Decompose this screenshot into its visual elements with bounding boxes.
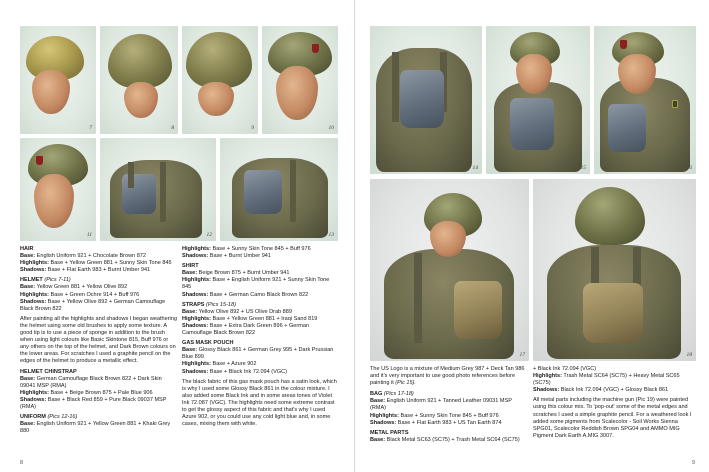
section-heading-uniform: UNIFORM (Pics 12-16): [20, 414, 78, 421]
recipe-highlights: Highlights: Base + Sunny Skin Tone 845 + Buff 976: [182, 246, 311, 252]
photo-15: [486, 26, 590, 174]
section-heading-shirt: SHIRT: [182, 263, 199, 270]
recipe-highlights: Highlights: Base + Yellow Green 881 + Sunny Skin Tone 845: [20, 260, 172, 267]
text-column-1: [20, 246, 178, 435]
recipe-shadows: Shadows: Base + Flat Earth 983 + US Tan Earth 874: [370, 419, 502, 426]
photo-17: [370, 179, 529, 361]
photo-7: [20, 26, 96, 134]
us-logo-paragraph: The US Logo is a mixture of Medium Grey 987 + Deck Tan 986 and it's very important to use good photo references before painting it (Pic 15).: [370, 366, 525, 387]
photo-18: [533, 179, 696, 361]
photo-10: [262, 26, 338, 134]
recipe-highlights: Highlights: Base + Green Ochre 914 + Buff 976: [20, 291, 140, 298]
photo-number: 13: [328, 232, 334, 238]
metal-base-continued: + Black Ink 72.094 (VGC): [533, 366, 597, 372]
section-heading-metal-parts: METAL PARTS: [370, 429, 409, 436]
metal-parts-paragraph: All metal parts including the machine gun (Pic 19) were painted using this colour mix. To 'pop-out' some of the metal edges and scratches I used a simple graphite pencil. For a weathered look I added some pigments from Scalecolor - Soil Works Sienna SPG01, Scalecolor Reddish Brown SPG04 and AMMO MIG Pigment Dark Earth A.MIG 3007.: [533, 397, 692, 439]
recipe-highlights: Highlights: Trash Metal SC64 (SC75) + Heavy Metal SC65 (SC75): [533, 373, 680, 387]
right-page: [355, 0, 709, 472]
text-column-4: [533, 366, 696, 440]
photo-11: [20, 138, 96, 241]
recipe-base: Base: Yellow Green 881 + Yellow Olive 892: [20, 284, 128, 291]
photo-number: 14: [472, 165, 478, 171]
photo-16: [594, 26, 696, 174]
photo-number: 8: [171, 125, 174, 131]
recipe-highlights: Highlights: Base + Azure 902: [182, 361, 257, 368]
page-number-right: 9: [691, 460, 695, 466]
recipe-shadows: Shadows: Base + Yellow Olive 892 + German Camouflage Black Brown 822: [20, 298, 166, 312]
recipe-base: Base: English Uniform 921 + Chocolate Brown 872: [20, 253, 146, 260]
photo-number: 15: [580, 165, 586, 171]
photo-number: 12: [206, 232, 212, 238]
section-heading-bag: BAG (Pics 17-18): [370, 391, 414, 398]
photo-12: [100, 138, 216, 241]
recipe-base: Base: Glossy Black 861 + German Grey 995 + Dark Prussian Blue 899: [182, 347, 334, 361]
photo-number: 11: [86, 232, 92, 238]
photo-14: [370, 26, 482, 174]
recipe-base: Base: Yellow Olive 892 + US Olive Drab 889: [182, 308, 292, 315]
recipe-base: Base: German Camouflage Black Brown 822 + Dark Skin 09041 MSP (RMA): [20, 375, 162, 389]
section-heading-helmet: HELMET (Pics 7-11): [20, 277, 71, 284]
text-column-2: [182, 246, 340, 428]
photo-9: [182, 26, 258, 134]
recipe-base: Base: Beige Brown 875 + Burnt Umber 941: [182, 270, 290, 277]
recipe-highlights: Highlights: Base + Yellow Green 881 + Iraqi Sand 819: [182, 315, 318, 322]
left-page: [0, 0, 354, 472]
recipe-shadows: Shadows: Base + Black Red 859 + Pure Black 09037 MSP (RMA): [20, 396, 167, 410]
recipe-shadows: Shadows: Base + Burnt Umber 941: [182, 253, 271, 260]
recipe-shadows: Shadows: Black Ink 72.094 (VGC) + Glossy Black 861: [533, 387, 669, 394]
photo-number: 10: [328, 125, 334, 131]
photo-number: 7: [89, 125, 92, 131]
section-heading-hair: HAIR: [20, 246, 34, 252]
helmet-paragraph: After painting all the highlights and shadows I began weathering the helmet using some old brushes to apply some texture. A good tip is to use a piece of sponge in addition to the brush when using light colours like Basic Skintone 815, Buff 976 or any others on the top of the helmet, and Dark Brown colours on the lower areas. For scratches I used a graphite pencil on the edges of the helmet to produce a metallic effect.: [20, 315, 177, 365]
photo-13: [220, 138, 338, 241]
gas-mask-pouch-paragraph: The black fabric of this gas mask pouch has a satin look, which is why I used some Glossy Black 861 in the colour mixture. I also added some Black Ink and in some areas tones of Violet Ink 72.087 (VGC). The highlights need some extreme contrast to get the glossy aspect of this fabric and that's why I used Azure 902, or you could use any cold light blue and, in some cases, mixing them with white.: [182, 378, 337, 428]
recipe-base: Base: English Uniform 921 + Tanned Leather 09031 MSP (RMA): [370, 398, 512, 412]
recipe-highlights: Highlights: Base + Sunny Skin Tone 845 + Buff 976: [370, 412, 499, 419]
section-heading-chinstrap: HELMET CHINSTRAP: [20, 368, 77, 375]
section-heading-gas-mask-pouch: GAS MASK POUCH: [182, 340, 234, 347]
recipe-base: Base: Black Metal SC63 (SC75) + Trash Metal SC64 (SC75): [370, 436, 520, 443]
recipe-highlights: Highlights: Base + English Uniform 921 + Sunny Skin Tone 845: [182, 277, 330, 291]
recipe-shadows: Shadows: Base + Extra Dark Green 896 + German Camouflage Black Brown 822: [182, 322, 310, 337]
photo-8: [100, 26, 178, 134]
recipe-shadows: Shadows: Base + German Camo Black Brown 822: [182, 291, 309, 298]
recipe-base: Base: English Uniform 921 + Yellow Green 881 + Khaki Grey 880: [20, 421, 171, 435]
text-column-3: [370, 366, 529, 444]
photo-number: 17: [519, 352, 525, 358]
photo-number: 9: [251, 125, 254, 131]
recipe-shadows: Shadows: Base + Black Ink 72.094 (VGC): [182, 368, 287, 375]
photo-number: 18: [686, 352, 692, 358]
recipe-shadows: Shadows: Base + Flat Earth 983 + Burnt Umber 941: [20, 267, 151, 274]
photo-number: 16: [686, 165, 692, 171]
page-number-left: 8: [20, 460, 24, 466]
recipe-highlights: Highlights: Base + Beige Brown 875 + Pale Blue 906: [20, 389, 153, 396]
section-heading-straps: STRAPS (Pics 15-18): [182, 301, 236, 308]
